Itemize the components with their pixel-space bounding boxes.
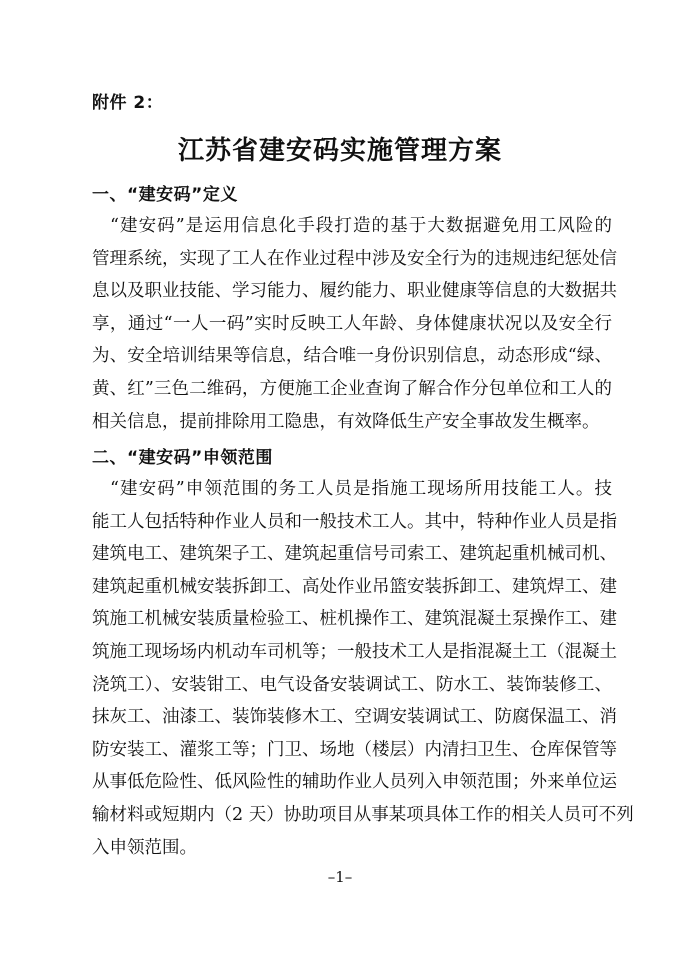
paragraph-line: 为、安全培训结果等信息，结合唯一身份识别信息，动态形成“绿、 [92,346,612,367]
section-heading-scope: 二、“建安码”申领范围 [92,448,273,468]
document-title: 江苏省建安码实施管理方案 [177,136,502,166]
paragraph-line: 输材料或短期内（2 天）协助项目从事某项具体工作的相关人员可不列 [92,804,634,825]
paragraph-line: 能工人包括特种作业人员和一般技术工人。其中，特种作业人员是指 [92,511,617,532]
paragraph-line: 防安装工、灌浆工等；门卫、场地（楼层）内清扫卫生、仓库保管等 [92,739,617,760]
paragraph-line: 建筑电工、建筑架子工、建筑起重信号司索工、建筑起重机械司机、 [92,544,617,565]
section-body-scope [92,473,634,864]
paragraph-line: 入申领范围。 [92,837,197,858]
paragraph-line: 浇筑工）、安装钳工、电气设备安装调试工、防水工、装饰装修工、 [92,674,612,695]
paragraph-line: 享，通过“一人一码”实时反映工人年龄、身体健康状况以及安全行 [92,313,612,334]
paragraph-line: 筑施工现场场内机动车司机等；一般技术工人是指混凝土工（混凝土 [92,641,617,662]
paragraph-line: 息以及职业技能、学习能力、履约能力、职业健康等信息的大数据共 [92,281,617,302]
paragraph-line: 相关信息，提前排除用工隐患，有效降低生产安全事故发生概率。 [92,411,600,432]
paragraph-line: 建筑起重机械安装拆卸工、高处作业吊篮安装拆卸工、建筑焊工、建 [92,576,617,597]
page-number: –1– [327,868,353,886]
section-body-definition [92,210,617,438]
paragraph-line: 抹灰工、油漆工、装饰装修木工、空调安装调试工、防腐保温工、消 [92,707,617,728]
section-heading-definition: 一、“建安码”定义 [92,185,238,205]
paragraph-line: “建安码”申领范围的务工人员是指施工现场所用技能工人。技 [110,479,612,499]
paragraph-line: 筑施工机械安装质量检验工、桩机操作工、建筑混凝土泵操作工、建 [92,609,617,630]
paragraph-line: “建安码”是运用信息化手段打造的基于大数据避免用工风险的 [110,216,612,236]
paragraph-line: 从事低危险性、低风险性的辅助作业人员列入申领范围；外来单位运 [92,772,617,793]
paragraph-line: 黄、红”三色二维码，方便施工企业查询了解合作分包单位和工人的 [92,378,612,399]
attachment-label: 附件 2： [92,93,164,113]
paragraph-line: 管理系统，实现了工人在作业过程中涉及安全行为的违规违纪惩处信 [92,248,617,269]
